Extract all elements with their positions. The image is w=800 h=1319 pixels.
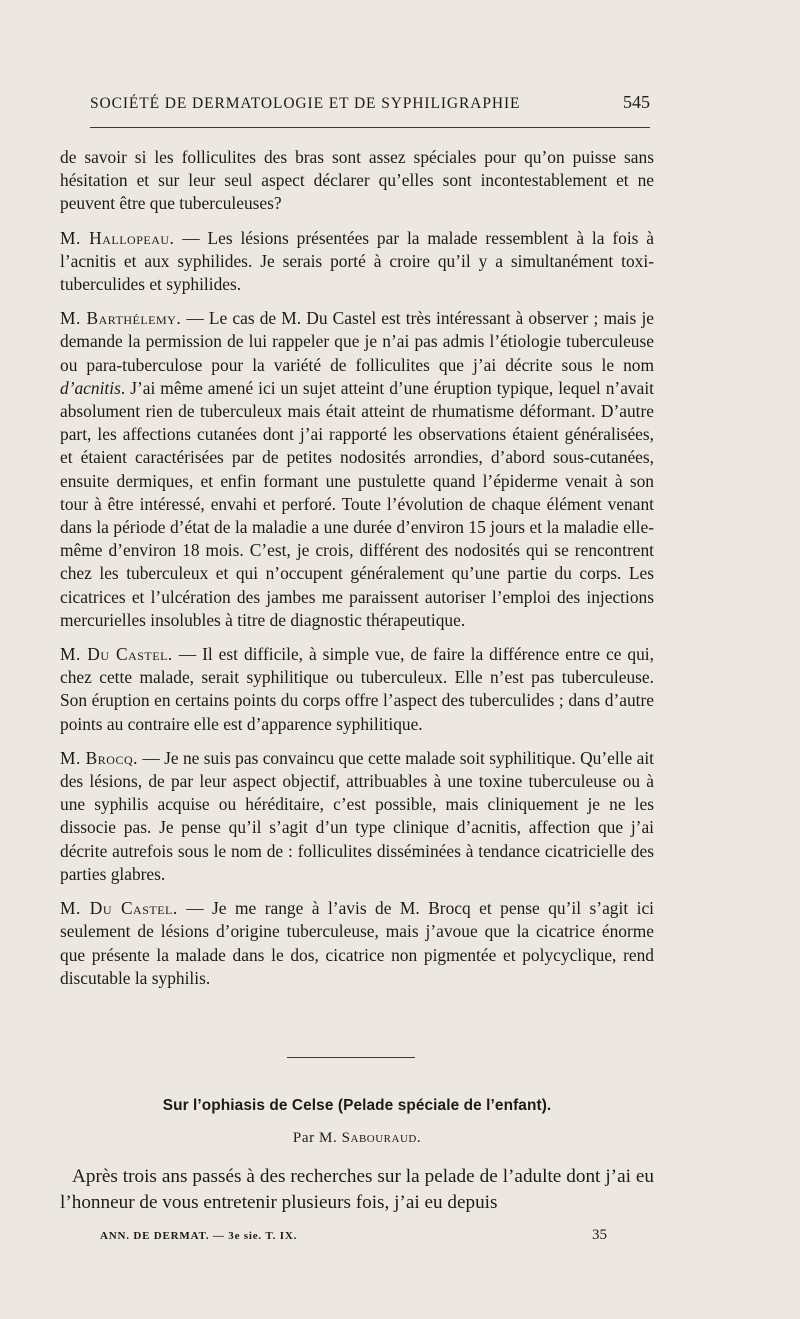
- paragraph-text: . J’ai même amené ici un sujet atteint d’une éruption typique, lequel n’avait absolument rien de tuberculeux mais était atteint de rhumatisme déformant. D’autre part, les affections cutanées dont j’ai rapporté les observations étaient généralisées, et étaient caractérisées par de petites nodosités arrondies, d’abord sous-cutanées, ensuite dermiques, et enfin formant une pustulette quand l’épiderme venait à son tour à être intéressé, envahi et perforé. Toute l’évolution de chaque élément venant dans la période d’état de la maladie a une durée d’environ 15 jours et la maladie elle-même d’environ 18 mois. C’est, je crois, différent des nodosités qui se rencontrent chez les tuberculeux et qui n’occupent généralement qu’une partie du corps. Les cicatrices et l’ulcération des jambes me paraissent autoriser l’emploi des injections mercurielles insolubles à titre de diagnostic thérapeutique.: [60, 377, 654, 630]
- speaker-name: M. Du Castel.: [60, 898, 178, 919]
- body-text: [60, 146, 654, 990]
- paragraph-text: — Le cas de M. Du Castel est très intéressant à observer ; mais je demande la permission de lui rappeler que je n’ai pas admis l’étiologie tuberculeuse ou para-tuberculose pour la variété de folliculites que j’ai décrite sous le nom: [60, 308, 654, 375]
- paragraph-barthelemy: [60, 307, 654, 632]
- speaker-name: M. Barthélemy.: [60, 308, 182, 329]
- byline-author: Sabouraud.: [341, 1130, 422, 1146]
- header-rule: [90, 127, 650, 128]
- footer-signature: ANN. DE DERMAT. — 3e sie. T. IX.: [100, 1230, 298, 1242]
- section-divider: [287, 1057, 415, 1058]
- paragraph-brocq: [60, 747, 654, 886]
- paragraph-du-castel: [60, 643, 654, 736]
- speaker-name: M. Brocq.: [60, 747, 138, 768]
- footer-sheet-number: 35: [592, 1227, 607, 1243]
- speaker-name: M. Du Castel.: [60, 644, 173, 665]
- paragraph-continuation: de savoir si les folliculites des bras sont assez spéciales pour qu’on puisse sans hésitation et sur leur seul aspect déclarer qu’elles sont incontestablement et ne peuvent être que tuberculeuses?: [60, 147, 654, 214]
- page-number: 545: [623, 92, 650, 112]
- paragraph-text: — Les lésions présentées par la malade ressemblent à la fois à l’acnitis et aux syphilides. Je serais porté à croire qu’il y a simultanément toxi-tuberculides et syphilides.: [60, 227, 654, 295]
- paragraph-text: Après trois ans passés à des recherches sur la pelade de l’adulte dont j’ai eu l’honneur de vous entretenir plusieurs fois, j’ai eu depuis: [60, 1166, 654, 1213]
- closing-paragraph: [60, 1164, 654, 1216]
- paragraph-text: — Je me range à l’avis de M. Brocq et pense qu’il s’agit ici seulement de lésions d’origine tuberculeuse, mais j’avoue que la cicatrice énorme que présente la malade dans le dos, cicatrice non pigmentée et polycyclique, rend discutable la syphilis.: [60, 898, 654, 988]
- paragraph-text: — Je ne suis pas convaincu que cette malade soit syphilitique. Qu’elle ait des lésions, de par leur aspect objectif, attribuables à une toxine tuberculeuse ou à une syphilis acquise ou héréditaire, c’est possible, mais cliniquement je ne les dissocie pas. Je pense qu’il s’agit d’un type clinique d’acnitis, affection que j’ai décrite autrefois sous le nom de : folliculites disséminées à tendance cicatricielle des parties glabres.: [60, 747, 654, 884]
- paragraph-du-castel-2: [60, 897, 654, 990]
- byline-prefix: Par M.: [292, 1130, 342, 1146]
- speaker-name: M. Hallopeau.: [60, 227, 175, 248]
- paragraph-text: — Il est difficile, à simple vue, de faire la différence entre ce qui, chez cette malade, serait syphilitique ou tuberculeux. Elle n’est pas tuberculeuse. Son éruption en certains points du corps offre l’aspect des tuberculides ; dans d’autre points au contraire elle est d’apparence syphilitique.: [60, 644, 654, 734]
- italic-term: d’acnitis: [60, 377, 121, 398]
- section-title: Sur l’ophiasis de Celse (Pelade spéciale de l’enfant).: [162, 1097, 552, 1114]
- running-title: SOCIÉTÉ DE DERMATOLOGIE ET DE SYPHILIGRAPHIE: [90, 95, 521, 112]
- byline: [60, 1130, 654, 1147]
- running-head: [90, 92, 650, 113]
- paragraph-hallopeau: [60, 227, 654, 297]
